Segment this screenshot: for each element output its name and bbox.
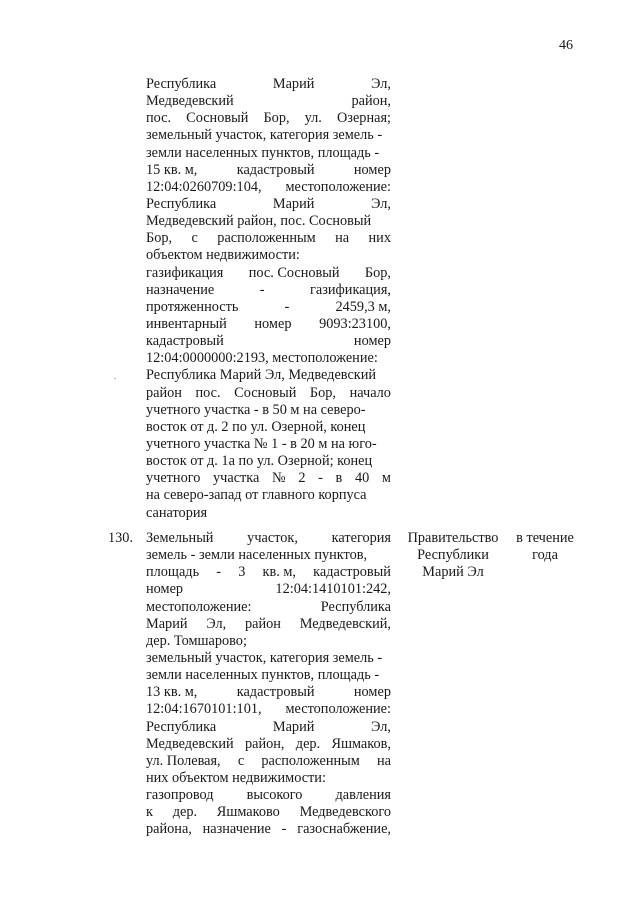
text-fragment: с (191, 230, 198, 247)
text-fragment: № (272, 470, 286, 487)
text-fragment: Бор, (309, 384, 337, 401)
text-fragment: учетного участка № 1 - в 20 м на юго- (146, 435, 377, 452)
text-fragment: пос. (195, 384, 221, 401)
description-line (146, 76, 391, 93)
text-fragment: м (381, 470, 391, 487)
text-fragment: номер (353, 684, 391, 701)
description-line (146, 162, 391, 179)
text-fragment: них (368, 230, 391, 247)
text-fragment: расположенным (217, 230, 316, 247)
text-fragment: Эл, (206, 615, 227, 632)
text-fragment: номер (146, 581, 184, 598)
text-fragment: газификация (146, 264, 224, 281)
text-fragment: инвентарный (146, 315, 227, 332)
text-fragment: номер (353, 333, 391, 350)
text-fragment: земельный участок, категория земель - (146, 127, 383, 144)
text-fragment: район, (244, 735, 285, 752)
text-fragment: 12:04:1670101:101, (146, 701, 262, 718)
text-fragment: Республика Марий Эл, Медведевский (146, 367, 377, 384)
text-fragment: район (245, 615, 281, 632)
text-fragment: земли населенных пунктов, площадь - (146, 144, 380, 161)
row-130-deadline (512, 530, 578, 564)
text-fragment: 13 кв. м, (146, 684, 198, 701)
description-line (146, 564, 391, 581)
text-fragment: участка (213, 470, 260, 487)
text-fragment: газопровод (146, 787, 214, 804)
text-fragment: пос. (146, 110, 172, 127)
text-fragment: площадь (146, 564, 200, 581)
text-fragment: 3 (238, 564, 246, 581)
row-130-description (146, 530, 391, 839)
text-fragment: земель - земли населенных пунктов, (146, 547, 368, 564)
description-line (146, 127, 391, 144)
text-fragment: Озерная; (336, 110, 391, 127)
text-fragment: Медведевский (146, 93, 234, 110)
text-fragment: санатория (146, 504, 208, 521)
text-fragment: земли населенных пунктов, площадь - (146, 667, 380, 684)
text-fragment: расположенным (261, 752, 360, 769)
text-fragment: Бор, (146, 230, 173, 247)
text-fragment: на (376, 752, 391, 769)
text-fragment: местоположение: (285, 178, 391, 195)
text-fragment: категория (331, 530, 391, 546)
text-fragment: - (281, 821, 287, 838)
description-line (146, 247, 391, 264)
text-fragment: Республика (146, 195, 217, 212)
text-fragment: район, (351, 93, 391, 110)
description-line (146, 179, 391, 196)
text-fragment: газификация, (310, 281, 391, 298)
description-line (146, 667, 391, 684)
description-line (146, 282, 391, 299)
text-fragment: - (216, 564, 222, 581)
text-fragment: протяженность (146, 298, 239, 315)
description-line (146, 736, 391, 753)
text-fragment: Медведевский, (299, 615, 391, 632)
text-fragment: местоположение: (146, 598, 252, 615)
description-line (146, 316, 391, 333)
text-fragment: номер (254, 315, 292, 332)
text-fragment: назначение (202, 821, 271, 838)
text-fragment: Марий (146, 615, 188, 632)
text-fragment: земельный участок, категория земель - (146, 649, 383, 666)
description-line (146, 145, 391, 162)
description-line (146, 547, 391, 564)
text-fragment: Эл, (371, 76, 391, 92)
text-fragment: Республика (146, 76, 217, 92)
description-line (146, 804, 391, 821)
text-fragment: - (259, 281, 265, 298)
scan-speck (114, 378, 116, 379)
row-130-responsible (403, 530, 503, 581)
text-fragment: кадастровый (236, 684, 315, 701)
description-line (146, 599, 391, 616)
text-fragment: ул. (304, 110, 322, 127)
description-line (146, 213, 391, 230)
description-line (146, 650, 391, 667)
text-fragment: объектом недвижимости: (146, 247, 300, 264)
description-line (146, 230, 391, 247)
text-fragment: кадастровый (236, 161, 315, 178)
description-line (146, 701, 391, 718)
description-line (146, 470, 391, 487)
text-fragment: Эл, (371, 195, 391, 212)
text-fragment: начало (349, 384, 391, 401)
description-line (146, 633, 391, 650)
text-fragment: Сосновый (186, 110, 249, 127)
description-line (146, 265, 391, 282)
text-fragment: учетного участка - в 50 м на северо- (146, 401, 366, 418)
text-fragment: Яшмаково (216, 804, 280, 821)
description-line (146, 821, 391, 838)
text-fragment: район (146, 384, 182, 401)
text-fragment: 9093:23100, (319, 315, 391, 332)
text-fragment: Медведевский (146, 735, 234, 752)
text-fragment: Марий (272, 718, 315, 735)
text-fragment: 2459,3 м, (335, 298, 391, 315)
text-fragment: Бор, (364, 264, 391, 281)
text-fragment: в (335, 470, 343, 487)
text-fragment: них объектом недвижимости: (146, 769, 326, 786)
description-line (146, 196, 391, 213)
text-fragment: восток от д. 1а по ул. Озерной; конец (146, 453, 373, 470)
text-fragment: Яшмаков, (331, 735, 391, 752)
page-number: 46 (559, 38, 573, 53)
text-fragment: Марий (272, 195, 315, 212)
text-fragment: Земельный (146, 530, 214, 546)
text-fragment: Эл, (371, 718, 391, 735)
text-fragment: газоснабжение, (297, 821, 391, 838)
description-line (146, 436, 391, 453)
responsible-line: Марий Эл (422, 564, 484, 581)
text-fragment: кадастровый (313, 564, 391, 581)
description-line (146, 453, 391, 470)
text-fragment: Медведевского (299, 804, 391, 821)
deadline-line: в течение (516, 530, 574, 546)
text-fragment: - (284, 298, 290, 315)
text-fragment: восток от д. 2 по ул. Озерной, конец (146, 418, 366, 435)
text-fragment: назначение (146, 281, 215, 298)
description-line (146, 385, 391, 402)
text-fragment: ул. Полевая, (146, 752, 221, 769)
text-fragment: 12:04:0000000:2193, местоположение: (146, 350, 378, 367)
continuation-description (146, 76, 391, 522)
description-line (146, 93, 391, 110)
text-fragment: дер. (172, 804, 198, 821)
deadline-line: года (532, 547, 558, 564)
description-line (146, 616, 391, 633)
description-line (146, 350, 391, 367)
description-line (146, 419, 391, 436)
text-fragment: 2 (298, 470, 306, 487)
text-fragment: Сосновый (234, 384, 297, 401)
text-fragment: дер. Томшарово; (146, 632, 247, 649)
description-line (146, 753, 391, 770)
description-line (146, 581, 391, 598)
text-fragment: давления (335, 787, 391, 804)
text-fragment: участок, (247, 530, 298, 546)
text-fragment: - (318, 470, 323, 487)
text-fragment: к (146, 804, 153, 821)
text-fragment: номер (353, 161, 391, 178)
description-line (146, 770, 391, 787)
text-fragment: кадастровый (146, 333, 224, 350)
text-fragment: местоположение: (285, 701, 391, 718)
text-fragment: Республика (146, 718, 217, 735)
responsible-line: Правительство (407, 530, 499, 546)
text-fragment: высокого (246, 787, 303, 804)
text-fragment: учетного (146, 470, 201, 487)
text-fragment: 12:04:1410101:242, (275, 581, 391, 598)
row-number-130: 130. (108, 530, 134, 546)
description-line (146, 367, 391, 384)
text-fragment: Медведевский район, пос. Сосновый (146, 213, 372, 230)
text-fragment: дер. (295, 735, 321, 752)
text-fragment: 12:04:0260709:104, (146, 178, 262, 195)
text-fragment: пос. Сосновый (248, 264, 340, 281)
text-fragment: района, (146, 821, 192, 838)
text-fragment: на северо-запад от главного корпуса (146, 487, 367, 504)
text-fragment: кв. м, (262, 564, 296, 581)
responsible-line: Республики (417, 547, 489, 564)
text-fragment: Марий (272, 76, 315, 92)
text-fragment: 40 (354, 470, 370, 487)
text-fragment: Республика (320, 598, 391, 615)
description-line (146, 530, 391, 547)
description-line (146, 684, 391, 701)
description-line (146, 333, 391, 350)
text-fragment: Бор, (263, 110, 290, 127)
description-line (146, 110, 391, 127)
text-fragment: 15 кв. м, (146, 161, 198, 178)
description-line (146, 487, 391, 504)
description-line (146, 402, 391, 419)
description-line (146, 505, 391, 522)
description-line (146, 719, 391, 736)
text-fragment: на (335, 230, 350, 247)
description-line (146, 787, 391, 804)
description-line (146, 299, 391, 316)
text-fragment: с (237, 752, 245, 769)
